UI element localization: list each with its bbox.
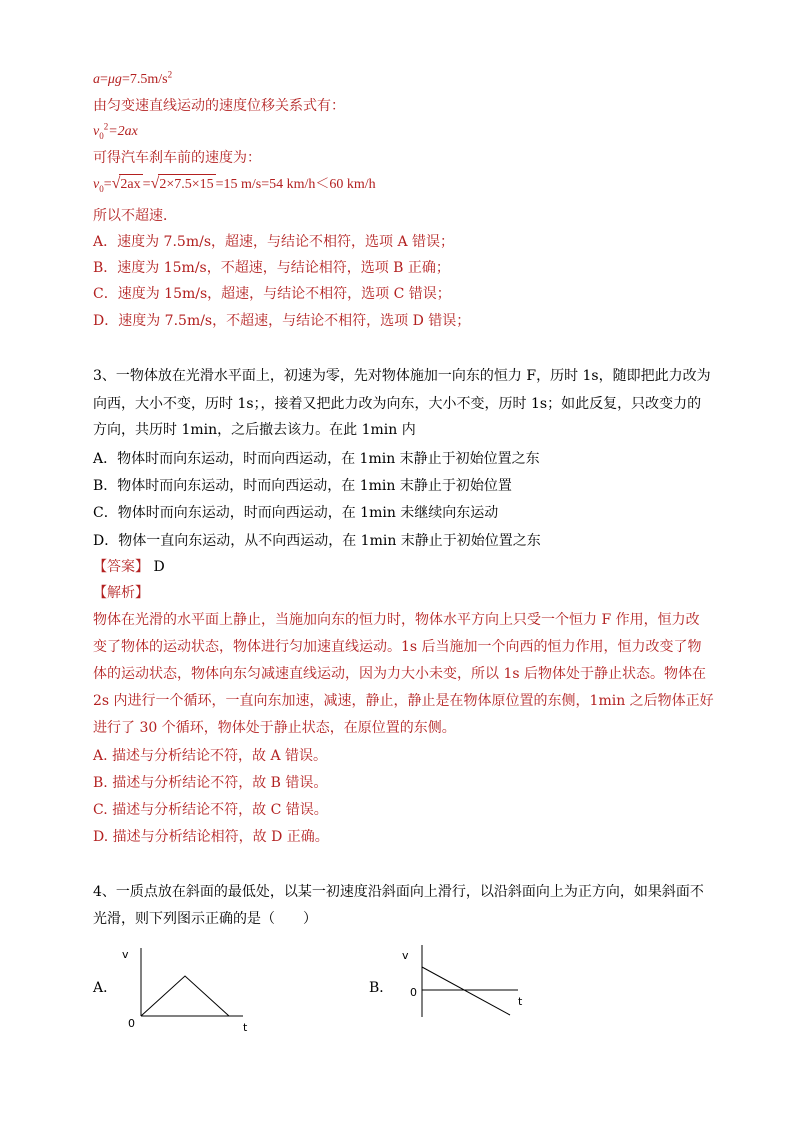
explanation-c: C. 描述与分析结论不符，故 C 错误。: [93, 802, 328, 818]
graph-a-origin: 0: [128, 1017, 135, 1030]
graph-b-y-label: v: [402, 949, 409, 962]
graph-a-curve: [141, 976, 229, 1016]
analysis-line: 变了物体的运动状态，物体进行匀加速直线运动。1s 后当施加一个向西的恒力作用，恒力改变了物: [93, 639, 702, 655]
speed-text: 可得汽车刹车前的速度为：: [93, 150, 261, 166]
q3-option-c: C．物体时而向东运动，时而向西运动，在 1min 未继续向东运动: [93, 505, 499, 521]
graph-b-option-label: B．: [369, 980, 394, 996]
q4-stem-line: 4、一质点放在斜面的最低处，以某一初速度沿斜面向上滑行，以沿斜面向上为正方向，如果斜面不: [93, 884, 704, 900]
speed-calculation: $v_0=√2ax =√2\times 7.5\times 15 =15$ m/s=54 km/h＜60 km/h: [93, 175, 376, 194]
sol2-option-a: A．速度为 7.5m/s，超速，与结论不相符，选项 A 错误；: [93, 234, 455, 250]
graph-a: [110, 940, 260, 1035]
analysis-line: 进行了 30 个循环，物体处于静止状态，在原位置的东侧。: [93, 720, 456, 736]
explanation-b: B. 描述与分析结论不符，故 B 错误。: [93, 775, 328, 791]
answer-value: D: [153, 559, 165, 575]
q4-stem-line: 光滑，则下列图示正确的是（ ）: [93, 911, 317, 927]
q3-option-d: D．物体一直向东运动，从不向西运动，在 1min 末静止于初始位置之东: [93, 533, 541, 549]
graph-b-curve: [422, 967, 510, 1015]
acceleration-formula: $a=\mu g=7.5m/s^2$: [93, 69, 173, 87]
graph-a-x-label: t: [243, 1021, 248, 1034]
sol2-option-d: D．速度为 7.5m/s，不超速，与结论不相符，选项 D 错误；: [93, 313, 471, 329]
graph-a-y-label: v: [122, 948, 129, 961]
answer-label: 【答案】: [93, 559, 149, 575]
velocity-displacement-formula: $v_0^2=2ax$: [93, 121, 138, 141]
q3-stem-line: 3、一物体放在光滑水平面上，初速为零，先对物体施加一向东的恒力 F，历时 1s，随即把此力改为: [93, 368, 711, 384]
graph-a-option-label: A．: [93, 980, 118, 996]
conclusion-text: 所以不超速．: [93, 208, 177, 224]
analysis-line: 物体在光滑的水平面上静止，当施加向东的恒力时，物体水平方向上只受一个恒力 F 作用，恒力改: [93, 612, 700, 628]
q3-option-a: A．物体时而向东运动，时而向西运动，在 1min 末静止于初始位置之东: [93, 451, 540, 467]
answer-line: [93, 557, 165, 577]
q3-stem-line: 向西，大小不变，历时 1s；，接着又把此力改为向东，大小不变，历时 1s；如此反复，只改变力的: [93, 396, 702, 412]
graph-b-x-label: t: [518, 995, 523, 1008]
explanation-d: D. 描述与分析结论相符，故 D 正确。: [93, 829, 329, 845]
analysis-line: 2s 内进行一个循环，一直向东加速，减速，静止，静止是在物体原位置的东侧，1min 之后物体正好: [93, 693, 714, 709]
graph-b: [390, 935, 540, 1025]
sol2-option-b: B．速度为 15m/s，不超速，与结论相符，选项 B 正确；: [93, 260, 450, 276]
analysis-line: 体的运动状态，物体向东匀减速直线运动，因为力大小未变，所以 1s 后物体处于静止状态。物体在: [93, 666, 706, 682]
q3-stem-line: 方向，共历时 1min，之后撤去该力。在此 1min 内: [93, 422, 416, 438]
analysis-label: 【解析】: [93, 585, 149, 601]
q3-option-b: B．物体时而向东运动，时而向西运动，在 1min 末静止于初始位置: [93, 478, 512, 494]
sol2-option-c: C．速度为 15m/s，超速，与结论不相符，选项 C 错误；: [93, 286, 451, 302]
relation-text: 由匀变速直线运动的速度位移关系式有：: [93, 98, 345, 114]
explanation-a: A. 描述与分析结论不符，故 A 错误。: [93, 748, 328, 764]
graph-b-origin: 0: [410, 986, 417, 999]
